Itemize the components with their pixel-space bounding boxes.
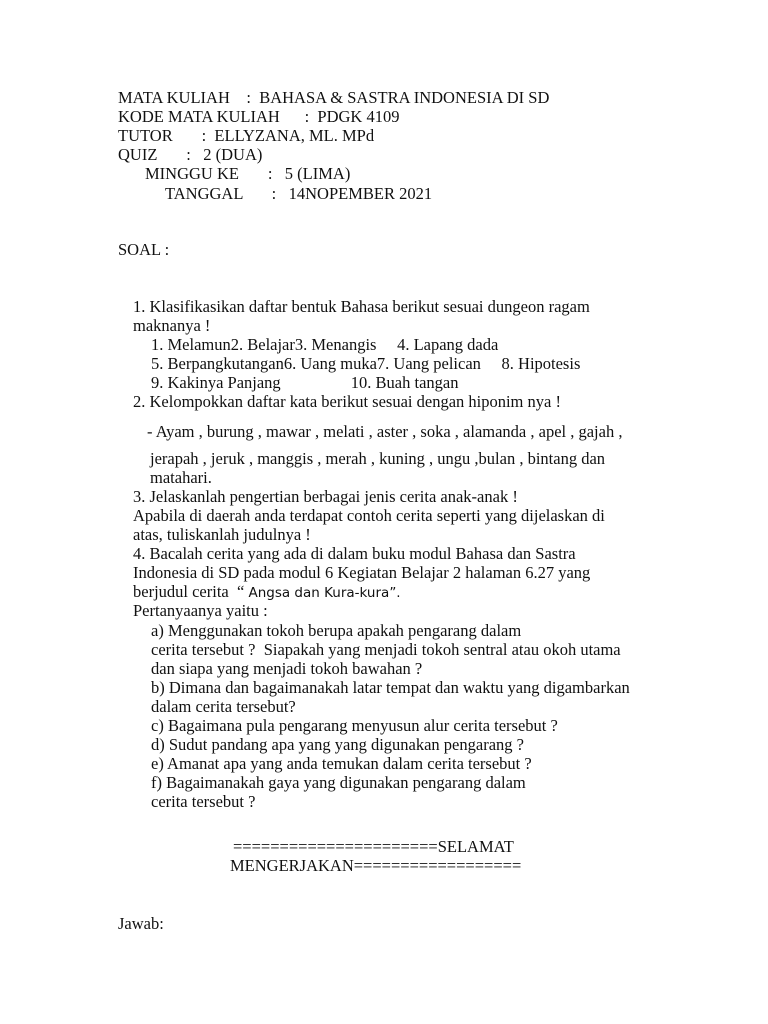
closing-line-1: ======================SELAMAT	[233, 837, 514, 856]
sub-question-a-cont: dan siapa yang menjadi tokoh bawahan ?	[151, 659, 423, 678]
question-1-items-row: 9. Kakinya Panjang 10. Buah tangan	[151, 373, 459, 392]
closing-line-2: MENGERJAKAN==================	[230, 856, 522, 875]
tutor-line: TUTOR : ELLYZANA, ML. MPd	[118, 126, 375, 145]
question-3-text-cont: Apabila di daerah anda terdapat contoh cerita seperti yang dijelaskan di	[133, 506, 605, 525]
date-line: TANGGAL : 14NOPEMBER 2021	[165, 184, 433, 203]
course-name-line: MATA KULIAH : BAHASA & SASTRA INDONESIA DI SD	[118, 88, 550, 107]
course-code-line: KODE MATA KULIAH : PDGK 4109	[118, 107, 400, 126]
sub-question-d: d) Sudut pandang apa yang yang digunakan pengarang ?	[151, 735, 524, 754]
story-intro: berjudul cerita “	[133, 582, 249, 601]
sub-question-e: e) Amanat apa yang anda temukan dalam cerita tersebut ?	[151, 754, 532, 773]
question-1-text-cont: maknanya !	[133, 316, 211, 335]
question-1-items-row: 1. Melamun2. Belajar3. Menangis 4. Lapang dada	[151, 335, 499, 354]
question-2-word-list: - Ayam , burung , mawar , melati , aster , soka , alamanda , apel , gajah ,	[147, 422, 623, 441]
sub-question-a-cont: cerita tersebut ? Siapakah yang menjadi tokoh sentral atau okoh utama	[151, 640, 621, 659]
story-title: Angsa dan Kura-kura”.	[248, 585, 401, 601]
sub-question-b: b) Dimana dan bagaimanakah latar tempat dan waktu yang digambarkan	[151, 678, 630, 697]
sub-question-a: a) Menggunakan tokoh berupa apakah pengarang dalam	[151, 621, 522, 640]
week-line: MINGGU KE : 5 (LIMA)	[145, 164, 351, 183]
question-3-text-cont: atas, tuliskanlah judulnya !	[133, 525, 311, 544]
sub-question-b-cont: dalam cerita tersebut?	[151, 697, 296, 716]
question-4-text: 4. Bacalah cerita yang ada di dalam buku modul Bahasa dan Sastra	[133, 544, 576, 563]
sub-question-f-cont: cerita tersebut ?	[151, 792, 256, 811]
question-3-text: 3. Jelaskanlah pengertian berbagai jenis cerita anak-anak !	[133, 487, 518, 506]
answer-label: Jawab:	[118, 914, 164, 933]
question-2-text: 2. Kelompokkan daftar kata berikut sesuai dengan hiponim nya !	[133, 392, 561, 411]
quiz-line: QUIZ : 2 (DUA)	[118, 145, 263, 164]
sub-question-c: c) Bagaimana pula pengarang menyusun alur cerita tersebut ?	[151, 716, 558, 735]
question-2-word-list: matahari.	[150, 468, 212, 487]
question-2-word-list: jerapah , jeruk , manggis , merah , kuning , ungu ,bulan , bintang dan	[150, 449, 606, 468]
question-1-text: 1. Klasifikasikan daftar bentuk Bahasa berikut sesuai dungeon ragam	[133, 297, 590, 316]
questions-intro: Pertanyaanya yaitu :	[133, 601, 268, 620]
sub-question-f: f) Bagaimanakah gaya yang digunakan pengarang dalam	[151, 773, 526, 792]
question-4-text-cont: Indonesia di SD pada modul 6 Kegiatan Belajar 2 halaman 6.27 yang	[133, 563, 591, 582]
soal-heading: SOAL :	[118, 240, 170, 259]
question-1-items-row: 5. Berpangkutangan6. Uang muka7. Uang pelican 8. Hipotesis	[151, 354, 581, 373]
